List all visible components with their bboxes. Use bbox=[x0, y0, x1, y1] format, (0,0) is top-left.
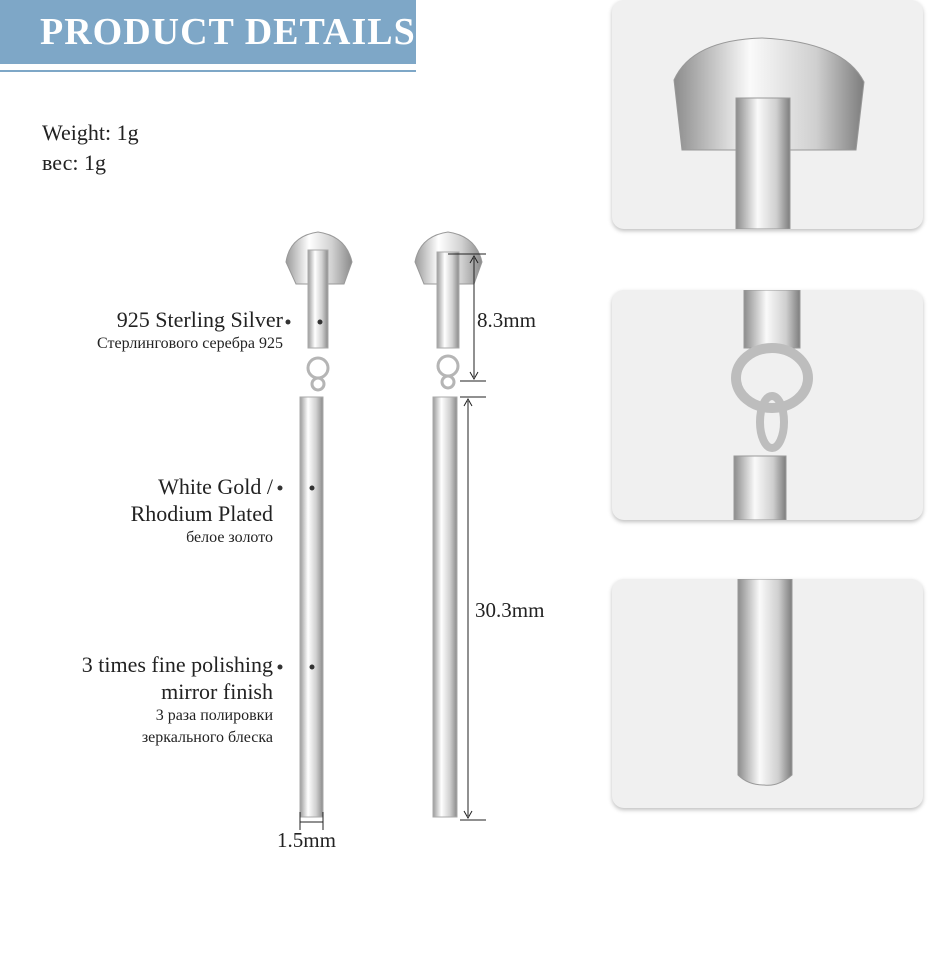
dimension-top: 8.3mm bbox=[477, 308, 536, 332]
label-plating-en-2: Rhodium Plated bbox=[130, 501, 273, 526]
weight-ru: вес: 1g bbox=[42, 150, 106, 175]
label-polish-ru-2: зеркального блеска bbox=[141, 729, 273, 746]
jump-ring-right bbox=[438, 356, 458, 376]
label-polish-en-1: 3 times fine polishing bbox=[81, 652, 273, 677]
label-plating-ru: белое золото bbox=[186, 529, 273, 546]
earring-right bbox=[415, 232, 482, 817]
post-left bbox=[308, 250, 328, 348]
label-material-en: 925 Sterling Silver bbox=[116, 307, 283, 332]
post-right bbox=[437, 252, 459, 348]
label-polish-ru-1: 3 раза полировки bbox=[155, 707, 273, 724]
detail-thumb-bar-end bbox=[612, 579, 923, 808]
detail-ring-image bbox=[612, 290, 923, 520]
weight-en: Weight: 1g bbox=[42, 120, 139, 145]
bar-right bbox=[433, 397, 457, 817]
label-material-ru: Стерлингового серебра 925 bbox=[97, 335, 283, 352]
jump-ring-left bbox=[308, 358, 328, 378]
detail-bar-end-image bbox=[612, 579, 923, 808]
label-plating bbox=[131, 473, 273, 549]
detail-thumb-back bbox=[612, 0, 923, 229]
bar-left bbox=[300, 397, 323, 817]
detail-thumb-ring bbox=[612, 290, 923, 520]
dimension-width: 1.5mm bbox=[277, 828, 336, 852]
detail-back-image bbox=[612, 0, 923, 229]
jump-ring-right-2 bbox=[442, 376, 454, 388]
dimension-bar: 30.3mm bbox=[475, 598, 545, 622]
label-material bbox=[97, 306, 283, 355]
label-plating-en-1: White Gold / bbox=[158, 474, 273, 499]
jump-ring-left-2 bbox=[312, 378, 324, 390]
label-polish bbox=[82, 651, 273, 749]
label-polish-en-2: mirror finish bbox=[161, 679, 273, 704]
page-title: PRODUCT DETAILS bbox=[40, 11, 416, 53]
